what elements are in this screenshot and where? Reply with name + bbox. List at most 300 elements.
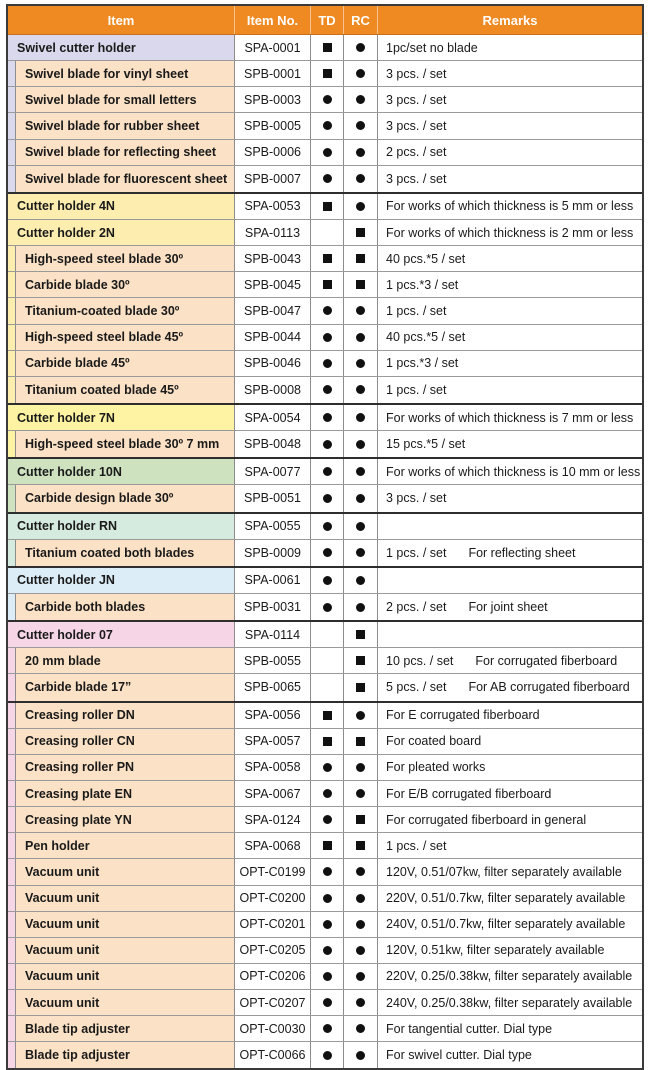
circle-mark-icon: [356, 440, 365, 449]
td-cell: [311, 990, 344, 1015]
item-name: Vacuum unit: [25, 864, 100, 879]
rc-cell: [344, 990, 378, 1015]
item-number: SPA-0058: [235, 755, 311, 780]
item-cell: [8, 35, 235, 60]
item-cell: [8, 459, 235, 484]
rc-cell: [344, 272, 378, 297]
parts-table: [6, 4, 644, 1070]
item-number: SPA-0001: [235, 35, 311, 60]
item-cell: [8, 568, 235, 593]
rc-cell: [344, 912, 378, 937]
rc-cell: [344, 703, 378, 728]
circle-mark-icon: [323, 440, 332, 449]
rc-cell: [344, 431, 378, 457]
remarks-cell: [378, 272, 642, 297]
table-row: [8, 87, 642, 113]
item-name: Vacuum unit: [25, 943, 100, 958]
header-item: Item: [8, 6, 235, 34]
rc-cell: [344, 859, 378, 884]
item-name: Creasing roller DN: [25, 708, 135, 723]
circle-mark-icon: [356, 548, 365, 557]
item-cell: [8, 220, 235, 245]
item-name: High-speed steel blade 30º 7 mm: [25, 437, 220, 452]
td-cell: [311, 833, 344, 858]
item-cell: [8, 990, 235, 1015]
td-cell: [311, 964, 344, 989]
circle-mark-icon: [356, 95, 365, 104]
item-number: SPB-0045: [235, 272, 311, 297]
rc-cell: [344, 87, 378, 112]
table-row: [8, 859, 642, 885]
item-cell: [8, 912, 235, 937]
table-row: [8, 246, 642, 272]
table-row: [8, 325, 642, 351]
table-row: [8, 351, 642, 377]
circle-mark-icon: [356, 522, 365, 531]
item-cell: [8, 87, 235, 112]
table-row: [8, 807, 642, 833]
item-cell: [8, 674, 235, 700]
square-mark-icon: [356, 656, 365, 665]
item-cell: [8, 964, 235, 989]
remarks-cell: [378, 87, 642, 112]
rc-cell: [344, 485, 378, 511]
td-cell: [311, 540, 344, 566]
square-mark-icon: [323, 69, 332, 78]
row-group: [8, 403, 642, 457]
table-row: [8, 755, 642, 781]
circle-mark-icon: [323, 385, 332, 394]
item-cell: [8, 938, 235, 963]
row-group: [8, 512, 642, 566]
item-number: OPT-C0030: [235, 1016, 311, 1041]
square-mark-icon: [323, 841, 332, 850]
td-cell: [311, 807, 344, 832]
remarks-cell: [378, 729, 642, 754]
remarks-text: 2 pcs. / set: [386, 145, 447, 160]
item-cell: [8, 298, 235, 323]
circle-mark-icon: [323, 946, 332, 955]
remarks-text: 10 pcs. / set: [386, 653, 454, 668]
remarks-cell: [378, 246, 642, 271]
square-mark-icon: [323, 254, 332, 263]
item-name: High-speed steel blade 45º: [25, 330, 184, 345]
item-number: SPA-0061: [235, 568, 311, 593]
item-name: Creasing plate EN: [25, 786, 132, 801]
item-number: SPA-0053: [235, 194, 311, 219]
circle-mark-icon: [356, 69, 365, 78]
circle-mark-icon: [323, 1024, 332, 1033]
td-cell: [311, 622, 344, 647]
item-number: OPT-C0201: [235, 912, 311, 937]
remarks-cell: [378, 140, 642, 165]
item-cell: [8, 194, 235, 219]
circle-mark-icon: [356, 385, 365, 394]
rc-cell: [344, 298, 378, 323]
td-cell: [311, 703, 344, 728]
circle-mark-icon: [323, 1051, 332, 1060]
td-cell: [311, 594, 344, 620]
circle-mark-icon: [356, 359, 365, 368]
remarks-cell: [378, 405, 642, 430]
remarks-cell: [378, 594, 642, 620]
td-cell: [311, 859, 344, 884]
rc-cell: [344, 220, 378, 245]
table-row: [8, 459, 642, 485]
td-cell: [311, 1016, 344, 1041]
remarks-cell: [378, 807, 642, 832]
item-name: Cutter holder 07: [17, 627, 113, 642]
remarks-cell: [378, 459, 642, 484]
table-row: [8, 272, 642, 298]
item-number: OPT-C0205: [235, 938, 311, 963]
item-number: SPA-0124: [235, 807, 311, 832]
circle-mark-icon: [356, 1051, 365, 1060]
td-cell: [311, 459, 344, 484]
row-group: [8, 457, 642, 511]
remarks-text: 220V, 0.25/0.38kw, filter separately available: [386, 969, 633, 984]
circle-mark-icon: [356, 867, 365, 876]
td-cell: [311, 912, 344, 937]
remarks-cell: [378, 833, 642, 858]
remarks-text: For tangential cutter. Dial type: [386, 1021, 553, 1036]
item-number: SPB-0055: [235, 648, 311, 673]
item-name: Carbide design blade 30º: [25, 491, 174, 506]
remarks-text: For E corrugated fiberboard: [386, 708, 540, 723]
table-row: [8, 61, 642, 87]
item-name: Swivel blade for vinyl sheet: [25, 66, 189, 81]
header-rc: RC: [344, 6, 378, 34]
item-number: SPB-0009: [235, 540, 311, 566]
circle-mark-icon: [323, 972, 332, 981]
item-number: SPA-0113: [235, 220, 311, 245]
rc-cell: [344, 807, 378, 832]
circle-mark-icon: [356, 603, 365, 612]
item-cell: [8, 351, 235, 376]
rc-cell: [344, 166, 378, 192]
item-cell: [8, 272, 235, 297]
item-cell: [8, 729, 235, 754]
remarks-text: 1pc/set no blade: [386, 40, 478, 55]
item-name: Carbide blade 30º: [25, 277, 130, 292]
remarks-note: For reflecting sheet: [468, 545, 576, 560]
td-cell: [311, 886, 344, 911]
item-name: Titanium coated both blades: [25, 545, 195, 560]
rc-cell: [344, 351, 378, 376]
table-row: [8, 833, 642, 859]
td-cell: [311, 755, 344, 780]
rc-cell: [344, 594, 378, 620]
table-row: [8, 912, 642, 938]
table-row: [8, 703, 642, 729]
remarks-cell: [378, 485, 642, 511]
item-name: Swivel cutter holder: [17, 40, 136, 55]
remarks-text: 220V, 0.51/0.7kw, filter separately available: [386, 891, 626, 906]
item-cell: [8, 1042, 235, 1068]
row-group: [8, 701, 642, 1069]
remarks-text: 120V, 0.51/07kw, filter separately available: [386, 864, 622, 879]
item-number: OPT-C0199: [235, 859, 311, 884]
remarks-text: 3 pcs. / set: [386, 92, 447, 107]
table-row: [8, 648, 642, 674]
remarks-cell: [378, 674, 642, 700]
item-number: OPT-C0200: [235, 886, 311, 911]
remarks-cell: [378, 964, 642, 989]
circle-mark-icon: [323, 894, 332, 903]
item-cell: [8, 1016, 235, 1041]
td-cell: [311, 272, 344, 297]
item-name: High-speed steel blade 30º: [25, 251, 184, 266]
item-number: OPT-C0066: [235, 1042, 311, 1068]
rc-cell: [344, 674, 378, 700]
item-number: SPB-0044: [235, 325, 311, 350]
td-cell: [311, 166, 344, 192]
circle-mark-icon: [356, 494, 365, 503]
item-number: SPB-0047: [235, 298, 311, 323]
item-cell: [8, 594, 235, 620]
item-cell: [8, 648, 235, 673]
item-cell: [8, 514, 235, 539]
circle-mark-icon: [323, 121, 332, 130]
item-name: Carbide blade 45º: [25, 356, 130, 371]
circle-mark-icon: [356, 920, 365, 929]
table-row: [8, 1042, 642, 1068]
table-row: [8, 594, 642, 620]
item-cell: [8, 540, 235, 566]
remarks-cell: [378, 781, 642, 806]
remarks-cell: [378, 35, 642, 60]
circle-mark-icon: [356, 306, 365, 315]
remarks-cell: [378, 431, 642, 457]
remarks-cell: [378, 859, 642, 884]
item-name: Cutter holder RN: [17, 519, 117, 534]
rc-cell: [344, 194, 378, 219]
rc-cell: [344, 755, 378, 780]
remarks-cell: [378, 1042, 642, 1068]
remarks-text: For works of which thickness is 10 mm or less: [386, 464, 641, 479]
row-group: [8, 620, 642, 700]
square-mark-icon: [323, 280, 332, 289]
table-row: [8, 540, 642, 566]
remarks-text: 40 pcs.*5 / set: [386, 330, 466, 345]
circle-mark-icon: [356, 174, 365, 183]
table-row: [8, 514, 642, 540]
table-row: [8, 729, 642, 755]
square-mark-icon: [356, 683, 365, 692]
remarks-text: For coated board: [386, 734, 482, 749]
item-name: Vacuum unit: [25, 891, 100, 906]
table-row: [8, 113, 642, 139]
td-cell: [311, 140, 344, 165]
td-cell: [311, 325, 344, 350]
circle-mark-icon: [356, 121, 365, 130]
remarks-text: 15 pcs.*5 / set: [386, 437, 466, 452]
remarks-cell: [378, 648, 642, 673]
item-name: Swivel blade for fluorescent sheet: [25, 171, 228, 186]
item-cell: [8, 140, 235, 165]
item-number: SPB-0001: [235, 61, 311, 86]
remarks-note: For AB corrugated fiberboard: [468, 680, 630, 695]
remarks-text: 3 pcs. / set: [386, 66, 447, 81]
rc-cell: [344, 61, 378, 86]
circle-mark-icon: [323, 174, 332, 183]
remarks-cell: [378, 220, 642, 245]
square-mark-icon: [323, 43, 332, 52]
rc-cell: [344, 781, 378, 806]
circle-mark-icon: [356, 202, 365, 211]
rc-cell: [344, 648, 378, 673]
circle-mark-icon: [323, 763, 332, 772]
item-name: Pen holder: [25, 838, 90, 853]
circle-mark-icon: [323, 576, 332, 585]
header-item-no: Item No.: [235, 6, 311, 34]
circle-mark-icon: [356, 43, 365, 52]
table-header: [8, 6, 642, 35]
rc-cell: [344, 568, 378, 593]
td-cell: [311, 87, 344, 112]
rc-cell: [344, 459, 378, 484]
table-row: [8, 485, 642, 511]
circle-mark-icon: [323, 306, 332, 315]
item-name: Cutter holder 2N: [17, 225, 115, 240]
td-cell: [311, 61, 344, 86]
item-cell: [8, 166, 235, 192]
item-number: SPB-0008: [235, 377, 311, 403]
rc-cell: [344, 113, 378, 138]
remarks-cell: [378, 912, 642, 937]
item-cell: [8, 485, 235, 511]
item-number: SPB-0046: [235, 351, 311, 376]
remarks-cell: [378, 298, 642, 323]
remarks-cell: [378, 990, 642, 1015]
circle-mark-icon: [323, 522, 332, 531]
rc-cell: [344, 964, 378, 989]
table-row: [8, 938, 642, 964]
table-row: [8, 431, 642, 457]
td-cell: [311, 938, 344, 963]
square-mark-icon: [356, 630, 365, 639]
td-cell: [311, 220, 344, 245]
remarks-cell: [378, 514, 642, 539]
item-number: SPB-0048: [235, 431, 311, 457]
td-cell: [311, 246, 344, 271]
remarks-cell: [378, 540, 642, 566]
rc-cell: [344, 886, 378, 911]
header-remarks: Remarks: [482, 12, 538, 28]
item-cell: [8, 781, 235, 806]
remarks-cell: [378, 351, 642, 376]
circle-mark-icon: [323, 789, 332, 798]
remarks-text: For works of which thickness is 7 mm or less: [386, 410, 634, 425]
item-name: Swivel blade for reflecting sheet: [25, 145, 217, 160]
square-mark-icon: [323, 202, 332, 211]
td-cell: [311, 514, 344, 539]
td-cell: [311, 113, 344, 138]
item-cell: [8, 61, 235, 86]
circle-mark-icon: [323, 548, 332, 557]
rc-cell: [344, 1016, 378, 1041]
remarks-note: For corrugated fiberboard: [475, 653, 618, 668]
item-number: SPB-0007: [235, 166, 311, 192]
td-cell: [311, 377, 344, 403]
item-name: Vacuum unit: [25, 995, 100, 1010]
circle-mark-icon: [356, 1024, 365, 1033]
item-number: SPA-0067: [235, 781, 311, 806]
item-cell: [8, 833, 235, 858]
item-number: SPB-0043: [235, 246, 311, 271]
remarks-text: 3 pcs. / set: [386, 118, 447, 133]
table-row: [8, 1016, 642, 1042]
td-cell: [311, 351, 344, 376]
table-body: [8, 35, 642, 1068]
item-number: SPA-0057: [235, 729, 311, 754]
remarks-cell: [378, 194, 642, 219]
remarks-text: 240V, 0.51/0.7kw, filter separately available: [386, 917, 626, 932]
table-row: [8, 298, 642, 324]
table-row: [8, 166, 642, 192]
td-cell: [311, 729, 344, 754]
circle-mark-icon: [323, 867, 332, 876]
circle-mark-icon: [323, 467, 332, 476]
rc-cell: [344, 246, 378, 271]
remarks-text: 1 pcs.*3 / set: [386, 356, 459, 371]
item-name: Swivel blade for rubber sheet: [25, 118, 200, 133]
td-cell: [311, 568, 344, 593]
circle-mark-icon: [323, 333, 332, 342]
td-cell: [311, 405, 344, 430]
item-number: SPB-0005: [235, 113, 311, 138]
remarks-cell: [378, 1016, 642, 1041]
square-mark-icon: [356, 737, 365, 746]
remarks-cell: [378, 325, 642, 350]
item-number: SPA-0056: [235, 703, 311, 728]
item-number: SPA-0114: [235, 622, 311, 647]
item-cell: [8, 703, 235, 728]
remarks-text: 40 pcs.*5 / set: [386, 251, 466, 266]
circle-mark-icon: [323, 148, 332, 157]
item-name: Titanium-coated blade 30º: [25, 303, 180, 318]
item-cell: [8, 325, 235, 350]
item-name: Creasing roller PN: [25, 760, 135, 775]
item-number: SPA-0068: [235, 833, 311, 858]
remarks-note: For joint sheet: [468, 600, 548, 615]
square-mark-icon: [356, 815, 365, 824]
item-cell: [8, 405, 235, 430]
item-number: SPB-0003: [235, 87, 311, 112]
item-name: Creasing roller CN: [25, 734, 135, 749]
item-number: OPT-C0206: [235, 964, 311, 989]
remarks-cell: [378, 377, 642, 403]
table-row: [8, 377, 642, 403]
circle-mark-icon: [356, 467, 365, 476]
circle-mark-icon: [323, 920, 332, 929]
circle-mark-icon: [323, 998, 332, 1007]
td-cell: [311, 431, 344, 457]
circle-mark-icon: [323, 494, 332, 503]
circle-mark-icon: [356, 333, 365, 342]
remarks-text: 3 pcs. / set: [386, 491, 447, 506]
square-mark-icon: [356, 254, 365, 263]
item-number: SPB-0051: [235, 485, 311, 511]
square-mark-icon: [323, 711, 332, 720]
item-name: Blade tip adjuster: [25, 1021, 130, 1036]
item-cell: [8, 622, 235, 647]
item-name: Creasing plate YN: [25, 812, 132, 827]
td-cell: [311, 194, 344, 219]
remarks-cell: [378, 166, 642, 192]
remarks-cell: [378, 568, 642, 593]
circle-mark-icon: [356, 998, 365, 1007]
